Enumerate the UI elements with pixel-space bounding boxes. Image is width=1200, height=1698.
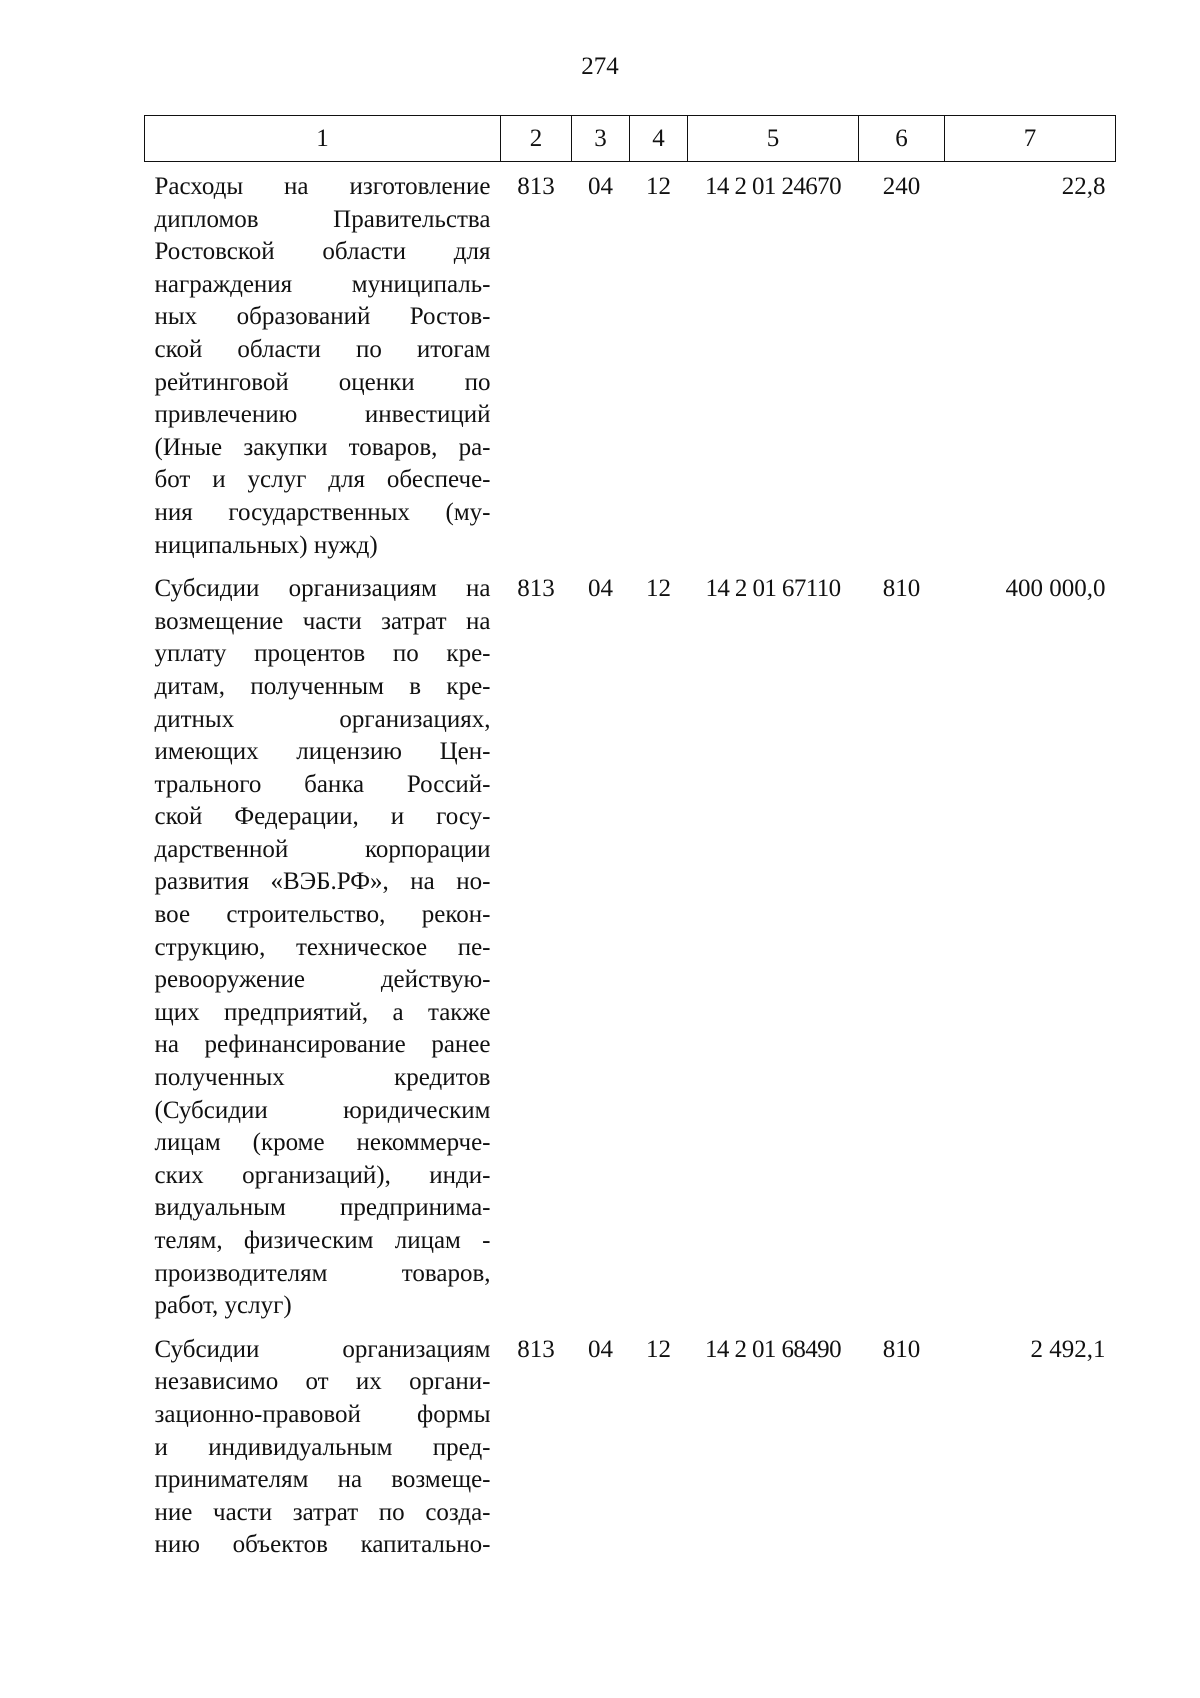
target-article-code: 14 2 01 68490	[705, 1335, 841, 1363]
header-col-7: 7	[945, 116, 1116, 162]
ministry-code: 813	[517, 173, 555, 200]
description-line: дитам, полученным в кре-	[154, 672, 491, 700]
table-row	[145, 562, 1116, 1323]
description-line: бот и услуг для обеспече-	[154, 466, 491, 494]
description-line: Ростовской области для	[154, 238, 491, 266]
description-line: вое строительство, рекон-	[154, 901, 491, 929]
description-line: щих предприятий, а также	[154, 998, 491, 1026]
description-line: зационно-правовой формы	[154, 1400, 491, 1428]
header-col-2: 2	[501, 116, 572, 162]
subsection-code: 12	[646, 173, 671, 200]
target-article-code: 14 2 01 24670	[705, 173, 841, 200]
section-code: 04	[588, 173, 613, 200]
description-line: производителям товаров,	[154, 1259, 491, 1287]
description-line: Расходы на изготовление	[154, 173, 491, 200]
section-code: 04	[588, 575, 613, 603]
description-line: Субсидии организациям на	[154, 575, 491, 603]
table-body	[145, 162, 1116, 1562]
table-header	[145, 116, 1116, 162]
description-line: работ, услуг)	[154, 1292, 292, 1320]
description-line: независимо от их органи-	[154, 1368, 491, 1396]
description-line: ниципальных) нужд)	[154, 531, 378, 559]
description-line: трального банка Россий-	[154, 770, 491, 798]
section-code: 04	[588, 1335, 613, 1363]
description-line: рейтинговой оценки по	[154, 368, 491, 396]
description-line: видуальным предпринима-	[154, 1194, 491, 1222]
ministry-code: 813	[517, 1335, 555, 1363]
description-line: имеющих лицензию Цен-	[154, 738, 491, 766]
subsection-code: 12	[646, 1335, 671, 1363]
header-col-1: 1	[145, 116, 501, 162]
description-line: ние части затрат по созда-	[154, 1498, 491, 1526]
ministry-code: 813	[517, 575, 555, 603]
description-line: дитных организациях,	[154, 705, 491, 733]
header-row	[145, 116, 1116, 162]
expense-type-code: 240	[882, 173, 921, 200]
description-line: ревооружение действую-	[154, 966, 491, 994]
expense-type-code: 810	[882, 575, 921, 603]
description-line: (Иные закупки товаров, ра-	[154, 433, 491, 461]
description-line: Субсидии организациям	[154, 1335, 491, 1363]
subsection-code: 12	[646, 575, 671, 603]
description-line: лицам (кроме некоммерче-	[154, 1129, 491, 1157]
description-line: и индивидуальным пред-	[154, 1433, 491, 1461]
header-col-3: 3	[572, 116, 630, 162]
description-line: телям, физическим лицам -	[154, 1227, 491, 1254]
description-line: ских организаций), инди-	[154, 1161, 491, 1189]
description-line: (Субсидии юридическим	[154, 1096, 491, 1124]
table-row	[145, 1323, 1116, 1562]
description-line: на рефинансирование ранее	[154, 1031, 491, 1059]
description-line: дарственной корпорации	[154, 835, 491, 863]
description-line: ской области по итогам	[154, 335, 491, 363]
description-line: ской Федерации, и госу-	[154, 803, 491, 831]
amount: 2 492,1	[1030, 1335, 1106, 1363]
page-number: 274	[581, 53, 619, 80]
header-col-6: 6	[859, 116, 945, 162]
row-description	[145, 562, 501, 1323]
row-description	[145, 162, 501, 563]
table-row	[145, 162, 1116, 563]
expense-type-code: 810	[882, 1335, 921, 1363]
description-line: струкцию, техническое пе-	[154, 933, 491, 961]
budget-table	[144, 115, 1116, 1562]
header-col-5: 5	[688, 116, 859, 162]
description-line: принимателям на возмеще-	[154, 1466, 491, 1494]
description-line: дипломов Правительства	[154, 205, 491, 233]
amount: 22,8	[1061, 173, 1106, 200]
amount: 400 000,0	[1005, 575, 1106, 603]
row-description	[145, 1323, 501, 1562]
description-line: уплату процентов по кре-	[154, 640, 491, 668]
description-line: возмещение части затрат на	[154, 607, 491, 635]
target-article-code: 14 2 01 67110	[705, 575, 841, 603]
description-line: ных образований Ростов-	[154, 303, 491, 331]
description-line: нию объектов капитально-	[154, 1531, 491, 1559]
description-line: награждения муниципаль-	[154, 270, 491, 298]
description-line: ния государственных (му-	[154, 498, 491, 526]
description-line: развития «ВЭБ.РФ», на но-	[154, 868, 491, 896]
description-line: полученных кредитов	[154, 1064, 491, 1092]
header-col-4: 4	[630, 116, 688, 162]
description-line: привлечению инвестиций	[154, 401, 491, 429]
